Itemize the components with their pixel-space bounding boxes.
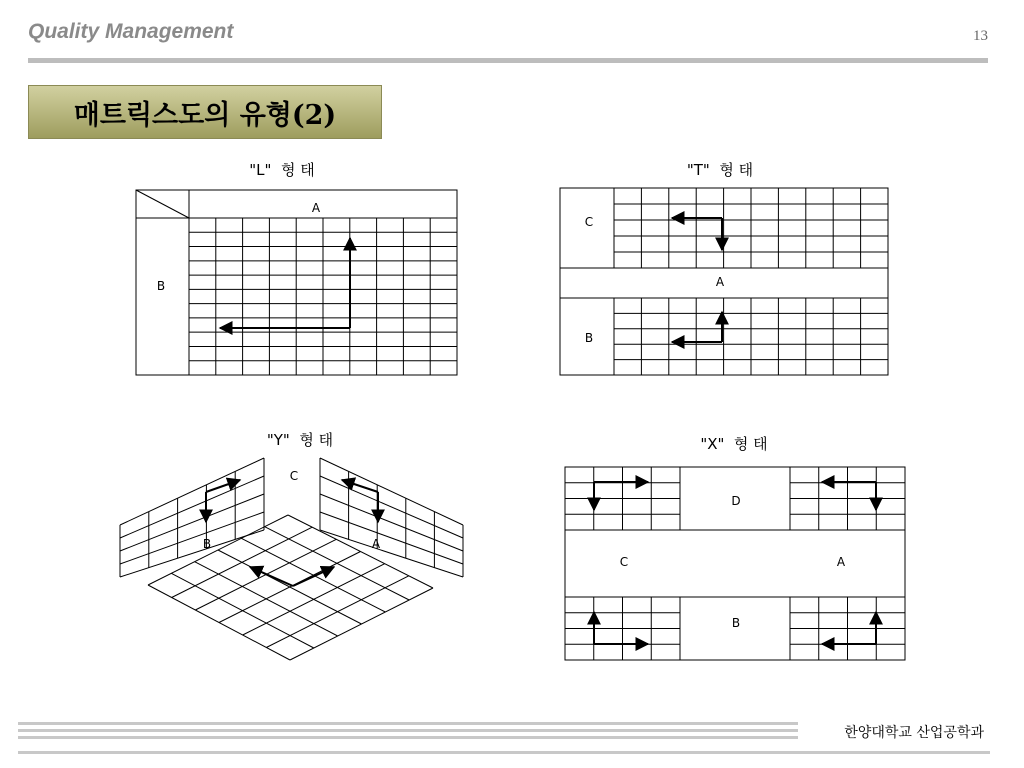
x-type-label-a: A xyxy=(836,555,846,569)
l-type-grid xyxy=(136,190,457,375)
t-type-diagram xyxy=(560,161,888,375)
y-type-label-a: A xyxy=(371,537,381,551)
footer-institution: 한양대학교 산업공학과 xyxy=(844,725,984,741)
t-type-label-a: A xyxy=(715,275,725,289)
x-type-label-d: D xyxy=(731,494,741,508)
y-type-arrow-floor-1 xyxy=(250,567,293,586)
l-type-title: "L" 형 태 xyxy=(249,161,315,179)
x-type-diagram xyxy=(565,435,905,660)
l-type-diagram xyxy=(136,161,457,375)
y-type-diagram xyxy=(120,431,463,660)
footer-lines xyxy=(18,722,798,743)
l-type-label-b: B xyxy=(156,279,166,293)
y-type-grids xyxy=(120,458,463,660)
t-type-title: "T" 형 태 xyxy=(686,161,754,179)
y-type-label-c: C xyxy=(289,469,299,483)
y-type-title: "Y" 형 태 xyxy=(266,431,334,449)
header-title: Quality Management xyxy=(28,20,234,43)
t-type-label-c: C xyxy=(584,215,594,229)
x-type-label-c: C xyxy=(619,555,629,569)
y-type-label-b: B xyxy=(202,537,212,551)
x-type-title: "X" 형 태 xyxy=(700,435,768,453)
l-type-label-a: A xyxy=(311,201,321,215)
x-type-label-b: B xyxy=(731,616,741,630)
slide-title: 매트릭스도의 유형(2) xyxy=(28,85,382,139)
y-type-arrow-right-panel-1 xyxy=(342,480,378,492)
page-number: 13 xyxy=(973,28,988,44)
t-type-label-b: B xyxy=(584,331,594,345)
footer-divider xyxy=(18,751,990,754)
